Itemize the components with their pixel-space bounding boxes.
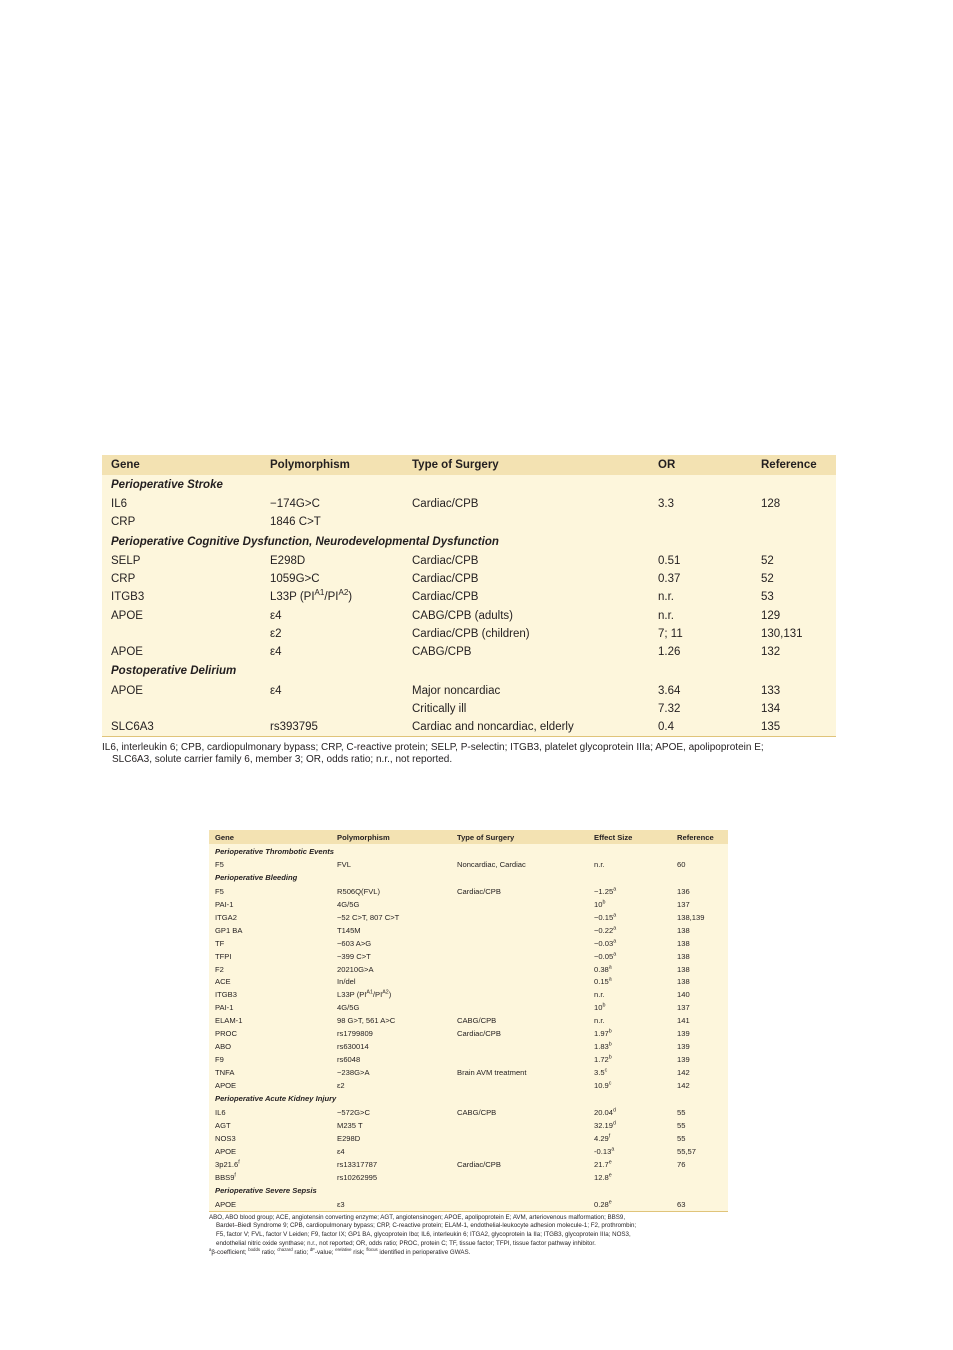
table-cell: ε4	[270, 684, 282, 697]
section-heading: Perioperative Severe Sepsis	[215, 1186, 317, 1196]
table-cell: 139	[677, 1042, 690, 1052]
table-cell: APOE	[215, 1080, 237, 1090]
table-header-row	[209, 830, 728, 844]
column-header: Gene	[209, 830, 331, 844]
table-cell: 52	[761, 573, 774, 586]
section-heading-row	[102, 661, 836, 681]
table-row	[102, 606, 836, 624]
table-cell: −52 C>T, 807 C>T	[337, 912, 400, 922]
table-row	[102, 718, 836, 737]
table-cell: 21.7e	[594, 1159, 612, 1169]
table-cell: 55	[677, 1120, 686, 1130]
section-heading-row	[102, 532, 836, 552]
table-cell: ITGB3	[111, 591, 145, 604]
table-cell: CRP	[111, 573, 136, 586]
table-cell: 135	[752, 718, 836, 737]
table-cell: 139	[677, 1055, 690, 1065]
table-cell: 76	[677, 1159, 686, 1169]
column-header: Reference	[671, 830, 728, 844]
table-cell	[451, 1079, 588, 1092]
table-row	[209, 1198, 728, 1211]
table-cell: 52	[761, 554, 774, 567]
column-header: Polymorphism	[331, 830, 451, 844]
table-cell: 1059G>C	[270, 573, 320, 586]
table-row	[102, 495, 836, 513]
table-cell: 142	[677, 1068, 690, 1078]
table-row	[102, 625, 836, 643]
table-row	[209, 911, 728, 924]
table-row	[102, 570, 836, 588]
table-row	[209, 1132, 728, 1145]
table-row	[209, 1158, 728, 1171]
table-row	[209, 898, 728, 911]
table-cell: F5	[215, 859, 224, 869]
table-cell: 4G/5G	[337, 1003, 360, 1013]
section-heading: Perioperative Cognitive Dysfunction, Neurodevelopmental Dysfunction	[111, 535, 499, 548]
table-cell: 0.15$^a$	[594, 976, 612, 987]
table-cell	[752, 513, 836, 531]
table-cell: Major noncardiac	[412, 684, 501, 697]
table-cell: ε2	[270, 627, 282, 640]
table-cell: AGT	[215, 1120, 231, 1130]
table-cell: APOE	[111, 684, 143, 697]
table-row	[209, 1014, 728, 1027]
table-cell: n.r.	[594, 859, 605, 869]
table-perioperative-outcomes	[209, 830, 728, 1257]
section-heading: Perioperative Bleeding	[215, 873, 298, 883]
section-heading-row	[209, 844, 728, 858]
column-header: Type of Surgery	[403, 455, 649, 475]
footnote-line: F5, factor V; FVL, factor V Leiden; F9, factor IX; GP1 BA, glycoprotein Ibα; IL6, interleukin 6; ITGA2, glycoprotein Ia IIa; ITGB3, glycoprotein IIIa; NOS3,	[216, 1231, 631, 1239]
table-cell: rs1799809	[337, 1029, 373, 1039]
table-footnote	[102, 742, 836, 766]
table-cell: R506Q(FVL)	[337, 886, 381, 896]
table-cell: Noncardiac, Cardiac	[457, 859, 526, 869]
table-cell: ELAM-1	[215, 1016, 243, 1026]
table-cell: 141	[677, 1016, 690, 1026]
section-heading-row	[102, 475, 836, 495]
table-cell	[451, 1171, 588, 1184]
column-header: Reference	[752, 455, 836, 475]
table-cell: rs10262995	[337, 1172, 378, 1182]
table-cell: n.r.	[594, 990, 605, 1000]
table-cell: CABG/CPB	[412, 646, 472, 659]
table-cell: SLC6A3	[102, 718, 261, 737]
table-cell: L33P $(PI^{A1}/PI^{A2})$	[270, 588, 353, 604]
table-cell: 32.19$^d$	[594, 1120, 616, 1130]
table-row	[102, 681, 836, 699]
table-cell: M235 T	[337, 1120, 363, 1130]
table-cell: ACE	[215, 977, 231, 987]
table-cell	[451, 898, 588, 911]
table-cell: Cardiac and noncardiac, elderly	[403, 718, 649, 737]
table-cell: −174G>C	[270, 498, 320, 511]
table-cell: 55	[677, 1107, 686, 1117]
table-cell	[261, 700, 403, 718]
table-cell	[451, 950, 588, 963]
table-cell: 4.29$^f$	[594, 1133, 611, 1143]
table-cell: ε4	[337, 1146, 345, 1156]
table-row	[209, 1001, 728, 1014]
table-cell: −399 C>T	[337, 951, 371, 961]
table-cell: 4G/5G	[337, 899, 360, 909]
table-cell: APOE	[209, 1198, 331, 1211]
table-cell: 98 G>T, 561 A>C	[337, 1016, 396, 1026]
table-cell: 1.72$^b$	[594, 1054, 612, 1065]
table-cell: −572G>C	[337, 1107, 370, 1117]
table-row	[209, 950, 728, 963]
table-cell	[451, 988, 588, 1001]
table-cell: 20210G>A	[337, 964, 374, 974]
table-row	[209, 924, 728, 937]
table-cell: 3p21.6$^f$	[215, 1159, 240, 1169]
table-cell: Cardiac/CPB (children)	[412, 627, 530, 640]
table-cell: 53	[761, 591, 774, 604]
table-cell: −0.15$^a$	[594, 912, 617, 922]
table-cell: 10.9$^c$	[594, 1080, 612, 1090]
table-cell: 129	[761, 609, 781, 622]
table-cell: CABG/CPB (adults)	[412, 609, 513, 622]
table-cell: 3.64	[658, 684, 681, 697]
section-heading: Perioperative Thrombotic Events	[215, 846, 335, 856]
table-cell	[671, 1171, 728, 1184]
table-cell: E298D	[270, 554, 306, 567]
table-cell: CABG/CPB	[457, 1107, 497, 1117]
table-row	[209, 1171, 728, 1184]
table-cell: APOE	[215, 1146, 237, 1156]
table-cell: BBS9$^f$	[215, 1172, 236, 1182]
table-cell: Cardiac/CPB	[457, 1029, 501, 1039]
table-row	[209, 963, 728, 976]
footnote-line: ABO, ABO blood group; ACE, angiotensin converting enzyme; AGT, angiotensinogen; APOE, apolipoprotein E; AVM, arteriovenous malformation; BBS9,	[209, 1213, 626, 1221]
table-cell: n.r.	[658, 609, 674, 622]
table-cell: ABO	[215, 1042, 232, 1052]
table-cell: 60	[677, 859, 686, 869]
table-cell: ITGB3	[215, 990, 237, 1000]
table-cell	[451, 976, 588, 989]
table-cell: 3.5$^c$	[594, 1067, 608, 1078]
table-cell: 55	[677, 1133, 686, 1143]
table-cell: TNFA	[215, 1068, 235, 1078]
column-header: Polymorphism	[261, 455, 403, 475]
table-cell: -0.13$^a$	[594, 1146, 615, 1156]
section-heading-row	[209, 871, 728, 885]
table-cell: 138	[677, 938, 690, 948]
table-cell	[102, 700, 261, 718]
table-cell: −0.22$^a$	[594, 925, 617, 935]
table-cell: CABG/CPB	[457, 1016, 497, 1026]
table-cell	[451, 1145, 588, 1158]
table-row	[209, 1027, 728, 1040]
table-cell: 140	[677, 990, 690, 1000]
table-cell	[451, 911, 588, 924]
table-cell: 138,139	[677, 912, 705, 922]
table-cell: 128	[761, 498, 781, 511]
table-cell: ITGA2	[215, 912, 237, 922]
table-cell: 1.97$^b$	[594, 1028, 612, 1039]
table-cell: −0.03$^a$	[594, 938, 617, 948]
table-row	[102, 643, 836, 661]
table-cell: −0.05$^a$	[594, 951, 617, 961]
table-row	[102, 588, 836, 606]
table-cell	[451, 1001, 588, 1014]
table-cell: ε4	[270, 646, 282, 659]
table-cell	[451, 924, 588, 937]
table-cell: Cardiac/CPB	[412, 554, 479, 567]
footnote-line: Bardet–Biedl Syndrome 9; CPB, cardiopulmonary bypass; CRP, C-reactive protein; ELAM-1, endothelial-leukocyte adhesion molecule-1; F2, prothrombin;	[216, 1222, 637, 1230]
table-cell: 63	[671, 1198, 728, 1211]
table-cell	[451, 1132, 588, 1145]
table-row	[209, 1053, 728, 1066]
table-row	[102, 513, 836, 531]
table-cell: rs630014	[337, 1042, 369, 1052]
table-cell: PROC	[215, 1029, 237, 1039]
table-cell	[451, 1040, 588, 1053]
table-cell: 139	[677, 1029, 690, 1039]
table-perioperative-neurologic	[102, 455, 836, 766]
table-row	[102, 700, 836, 718]
table-cell	[451, 963, 588, 976]
footnote-line: $^a$β-coefficient; $^{bodds}$ ratio; $^{chazard}$ ratio; $^{dF}$-value; $^{erelative}$ risk; $^{flocus}$ identified in perioperative GWAS.	[209, 1246, 471, 1256]
table-row	[209, 1079, 728, 1092]
table-cell	[451, 937, 588, 950]
table-cell: −1.25$^a$	[594, 886, 617, 896]
table-cell: 0.51	[658, 554, 681, 567]
table-cell: 7.32	[658, 702, 681, 715]
table-cell: E298D	[337, 1133, 361, 1143]
table-cell: CRP	[111, 516, 136, 529]
table-cell: IL6	[215, 1107, 226, 1117]
table-cell: 138	[677, 977, 690, 987]
table-cell: 1846 C>T	[270, 516, 321, 529]
section-heading: Perioperative Stroke	[111, 479, 223, 491]
table-cell: PAI-1	[215, 899, 234, 909]
table-footnote	[209, 1214, 728, 1258]
table-cell: 136	[677, 886, 690, 896]
table-cell: n.r.	[594, 1016, 605, 1026]
section-heading-row	[209, 1184, 728, 1198]
section-heading-row	[209, 1092, 728, 1106]
table-cell	[451, 1119, 588, 1132]
table-cell: 12.8e	[594, 1172, 612, 1182]
table-cell: Cardiac/CPB	[412, 573, 479, 586]
table-cell	[102, 625, 261, 643]
table-cell	[451, 1053, 588, 1066]
table-cell	[649, 513, 752, 531]
table-row	[209, 937, 728, 950]
table-cell: rs13317787	[337, 1159, 378, 1169]
table-cell: PAI-1	[215, 1003, 234, 1013]
table-cell	[403, 513, 649, 531]
table-cell: L33P $(PI^{A1}/PI^{A2})$	[337, 989, 392, 1000]
table-cell: 0.4	[649, 718, 752, 737]
table-row	[209, 1106, 728, 1119]
section-heading: Postoperative Delirium	[111, 665, 237, 678]
table-cell: 137	[677, 899, 690, 909]
table-cell: TFPI	[215, 951, 232, 961]
table-cell: SELP	[111, 554, 141, 567]
table-cell: 133	[761, 684, 781, 697]
table-cell: 0.37	[658, 573, 681, 586]
table-cell: Cardiac/CPB	[412, 591, 479, 604]
table-cell: ε3	[331, 1198, 451, 1211]
table-cell: 0.38$^a$	[594, 964, 612, 974]
table-cell: Cardiac/CPB	[457, 886, 501, 896]
table-row	[102, 552, 836, 570]
table-row	[209, 1040, 728, 1053]
table-row	[209, 1145, 728, 1158]
table-cell: TF	[215, 938, 225, 948]
table-cell: T145M	[337, 925, 361, 935]
table-cell: −238G>A	[337, 1068, 370, 1078]
table-cell: 138	[677, 925, 690, 935]
column-header: Type of Surgery	[451, 830, 588, 844]
data-table	[209, 830, 728, 1212]
section-heading: Perioperative Acute Kidney Injury	[215, 1094, 337, 1104]
table-cell: FVL	[337, 859, 351, 869]
table-cell: Brain AVM treatment	[457, 1068, 527, 1078]
table-row	[209, 1119, 728, 1132]
table-cell: 130,131	[761, 627, 803, 640]
table-cell: 138	[677, 951, 690, 961]
column-header: Gene	[102, 455, 261, 475]
table-cell: 0.28e	[588, 1198, 671, 1211]
footnote-line: SLC6A3, solute carrier family 6, member 3; OR, odds ratio; n.r., not reported.	[112, 754, 453, 766]
table-cell: n.r.	[658, 591, 674, 604]
table-cell: 132	[761, 646, 781, 659]
table-cell: 134	[761, 702, 781, 715]
table-row	[209, 885, 728, 898]
column-header: OR	[649, 455, 752, 475]
table-cell: F9	[215, 1055, 224, 1065]
table-cell: Critically ill	[412, 702, 467, 715]
table-cell: 55,57	[677, 1146, 697, 1156]
table-cell: NOS3	[215, 1133, 236, 1143]
table-cell: APOE	[111, 646, 143, 659]
table-cell: ε4	[270, 609, 282, 622]
table-cell: Cardiac/CPB	[412, 498, 479, 511]
table-cell: F5	[215, 886, 224, 896]
table-cell: ε2	[337, 1080, 345, 1090]
table-cell	[451, 1198, 588, 1211]
table-cell: rs393795	[261, 718, 403, 737]
table-header-row	[102, 455, 836, 475]
table-cell: −603 A>G	[337, 938, 372, 948]
table-cell: IL6	[111, 498, 127, 511]
table-cell: 138	[677, 964, 690, 974]
table-cell: 10$^b$	[594, 1002, 606, 1013]
table-cell: 1.26	[658, 646, 681, 659]
table-cell: 7; 11	[658, 627, 683, 640]
table-cell: APOE	[111, 609, 143, 622]
table-cell: GP1 BA	[215, 925, 243, 935]
table-cell: 3.3	[658, 498, 674, 511]
table-cell: In/del	[337, 977, 356, 987]
table-row	[209, 858, 728, 871]
data-table	[102, 455, 836, 737]
table-row	[209, 1066, 728, 1079]
table-row	[209, 976, 728, 989]
table-row	[209, 988, 728, 1001]
table-cell: 137	[677, 1003, 690, 1013]
table-cell: rs6048	[337, 1055, 361, 1065]
footnote-line: IL6, interleukin 6; CPB, cardiopulmonary bypass; CRP, C-reactive protein; SELP, P-selectin; ITGB3, platelet glycoprotein IIIa; APOE, apolipoprotein E;	[102, 742, 764, 754]
table-cell: 10$^b$	[594, 899, 606, 909]
table-cell: Cardiac/CPB	[457, 1159, 501, 1169]
table-cell: 142	[677, 1080, 690, 1090]
table-cell: 1.83$^b$	[594, 1041, 612, 1052]
table-cell: 20.04$^d$	[594, 1107, 616, 1117]
footnote-line: endothelial nitric oxide synthase; n.r., not reported; OR, odds ratio; PROC, protein C; TF, tissue factor; TFPI, tissue factor pathway inhibitor.	[216, 1239, 596, 1247]
column-header: Effect Size	[588, 830, 671, 844]
table-cell: F2	[215, 964, 224, 974]
